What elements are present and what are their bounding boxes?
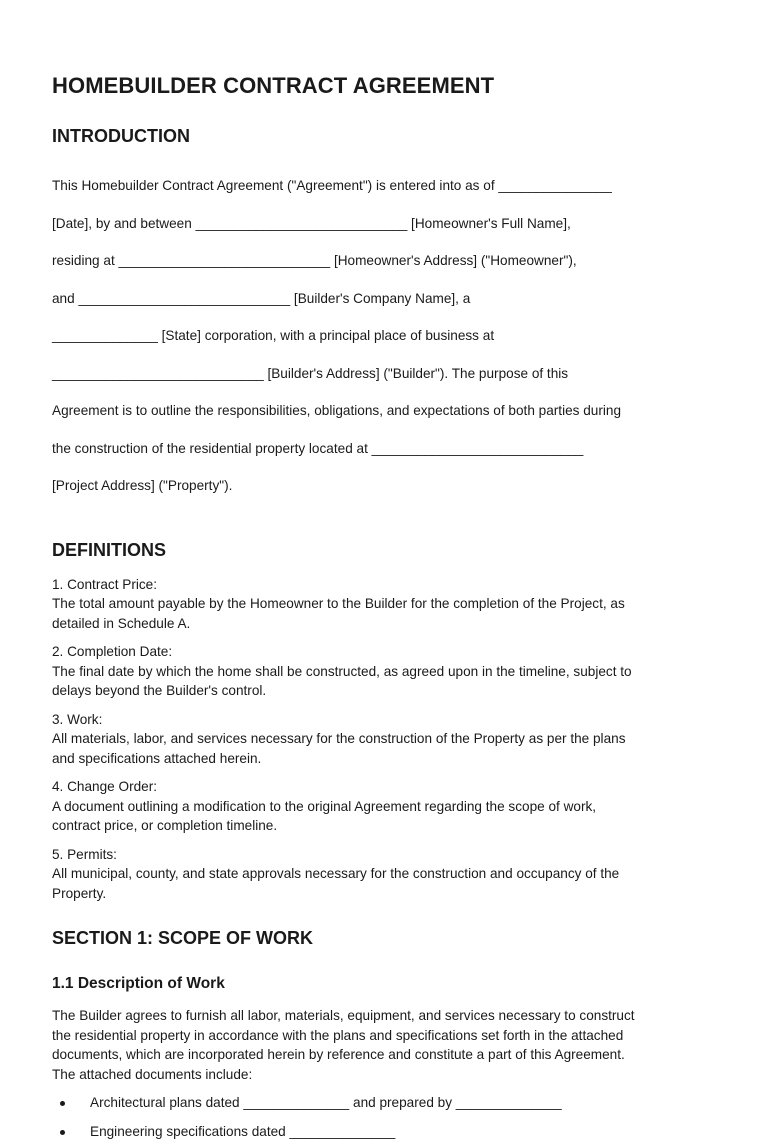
- definition-item: [52, 642, 718, 701]
- attached-documents-list: [52, 1093, 718, 1142]
- definition-text-line: A document outlining a modification to the original Agreement regarding the scope of work,: [52, 798, 597, 814]
- definition-item: [52, 845, 718, 904]
- definitions-section: [52, 538, 718, 904]
- list-item: [52, 1122, 718, 1142]
- definition-item: [52, 710, 718, 769]
- introduction-line: residing at ____________________________ [Homeowner's Address] ("Homeowner"),: [52, 253, 577, 268]
- definitions-heading: DEFINITIONS: [52, 539, 167, 560]
- description-of-work-subheading: 1.1 Description of Work: [52, 975, 225, 992]
- definition-item: [52, 777, 718, 836]
- scope-of-work-section: [52, 926, 718, 1142]
- introduction-line: ______________ [State] corporation, with a principal place of business at: [52, 328, 495, 343]
- introduction-line: the construction of the residential property located at ____________________________: [52, 440, 584, 456]
- definition-text-line: The total amount payable by the Homeowner to the Builder for the completion of the Project, as: [52, 596, 625, 611]
- definition-term: 1. Contract Price:: [52, 576, 158, 592]
- list-item: [52, 1093, 718, 1113]
- introduction-line: ____________________________ [Builder's Address] ("Builder"). The purpose of this: [52, 365, 569, 381]
- definition-item: [52, 575, 718, 634]
- definition-text-line: The final date by which the home shall be constructed, as agreed upon in the timeline, subject to: [52, 663, 632, 679]
- scope-line: The attached documents include:: [52, 1066, 253, 1082]
- definition-text-line: contract price, or completion timeline.: [52, 818, 278, 833]
- introduction-line: [Project Address] ("Property").: [52, 478, 233, 493]
- definition-text-line: All municipal, county, and state approvals necessary for the construction and occupancy of the: [52, 866, 620, 881]
- scope-line: documents, which are incorporated herein by reference and constitute a part of this Agreement.: [52, 1047, 625, 1062]
- definitions-list: [52, 575, 718, 904]
- scope-paragraph: [52, 1006, 718, 1084]
- bullet-icon: [60, 1130, 65, 1135]
- definition-text-line: Property.: [52, 885, 107, 901]
- introduction-line: and ____________________________ [Builder's Company Name], a: [52, 290, 471, 306]
- list-item-text: Engineering specifications dated ______________: [90, 1124, 396, 1139]
- introduction-heading: INTRODUCTION: [52, 126, 190, 146]
- introduction-paragraph: [52, 158, 718, 514]
- definition-text-line: and specifications attached herein.: [52, 750, 262, 766]
- introduction-section: [52, 124, 718, 514]
- scope-line: the residential property in accordance with the plans and specifications set forth in the attached: [52, 1027, 624, 1043]
- definition-term: 2. Completion Date:: [52, 644, 173, 659]
- definition-term: 3. Work:: [52, 711, 103, 727]
- definition-text-line: detailed in Schedule A.: [52, 615, 191, 631]
- bullet-icon: [60, 1101, 65, 1106]
- definition-term: 4. Change Order:: [52, 779, 158, 794]
- document-title: HOMEBUILDER CONTRACT AGREEMENT: [52, 73, 495, 98]
- introduction-line: This Homebuilder Contract Agreement ("Agreement") is entered into as of _______________: [52, 178, 612, 193]
- definition-text-line: All materials, labor, and services necessary for the construction of the Property as per the plans: [52, 731, 626, 746]
- section-1-heading: SECTION 1: SCOPE OF WORK: [52, 928, 314, 948]
- definition-text-line: delays beyond the Builder's control.: [52, 683, 267, 698]
- definition-term: 5. Permits:: [52, 846, 117, 862]
- introduction-line: [Date], by and between ____________________________ [Homeowner's Full Name],: [52, 215, 571, 231]
- scope-line: The Builder agrees to furnish all labor, materials, equipment, and services necessary to construct: [52, 1008, 635, 1023]
- list-item-text: Architectural plans dated ______________ and prepared by ______________: [90, 1095, 562, 1110]
- introduction-line: Agreement is to outline the responsibilities, obligations, and expectations of both parties during: [52, 403, 622, 418]
